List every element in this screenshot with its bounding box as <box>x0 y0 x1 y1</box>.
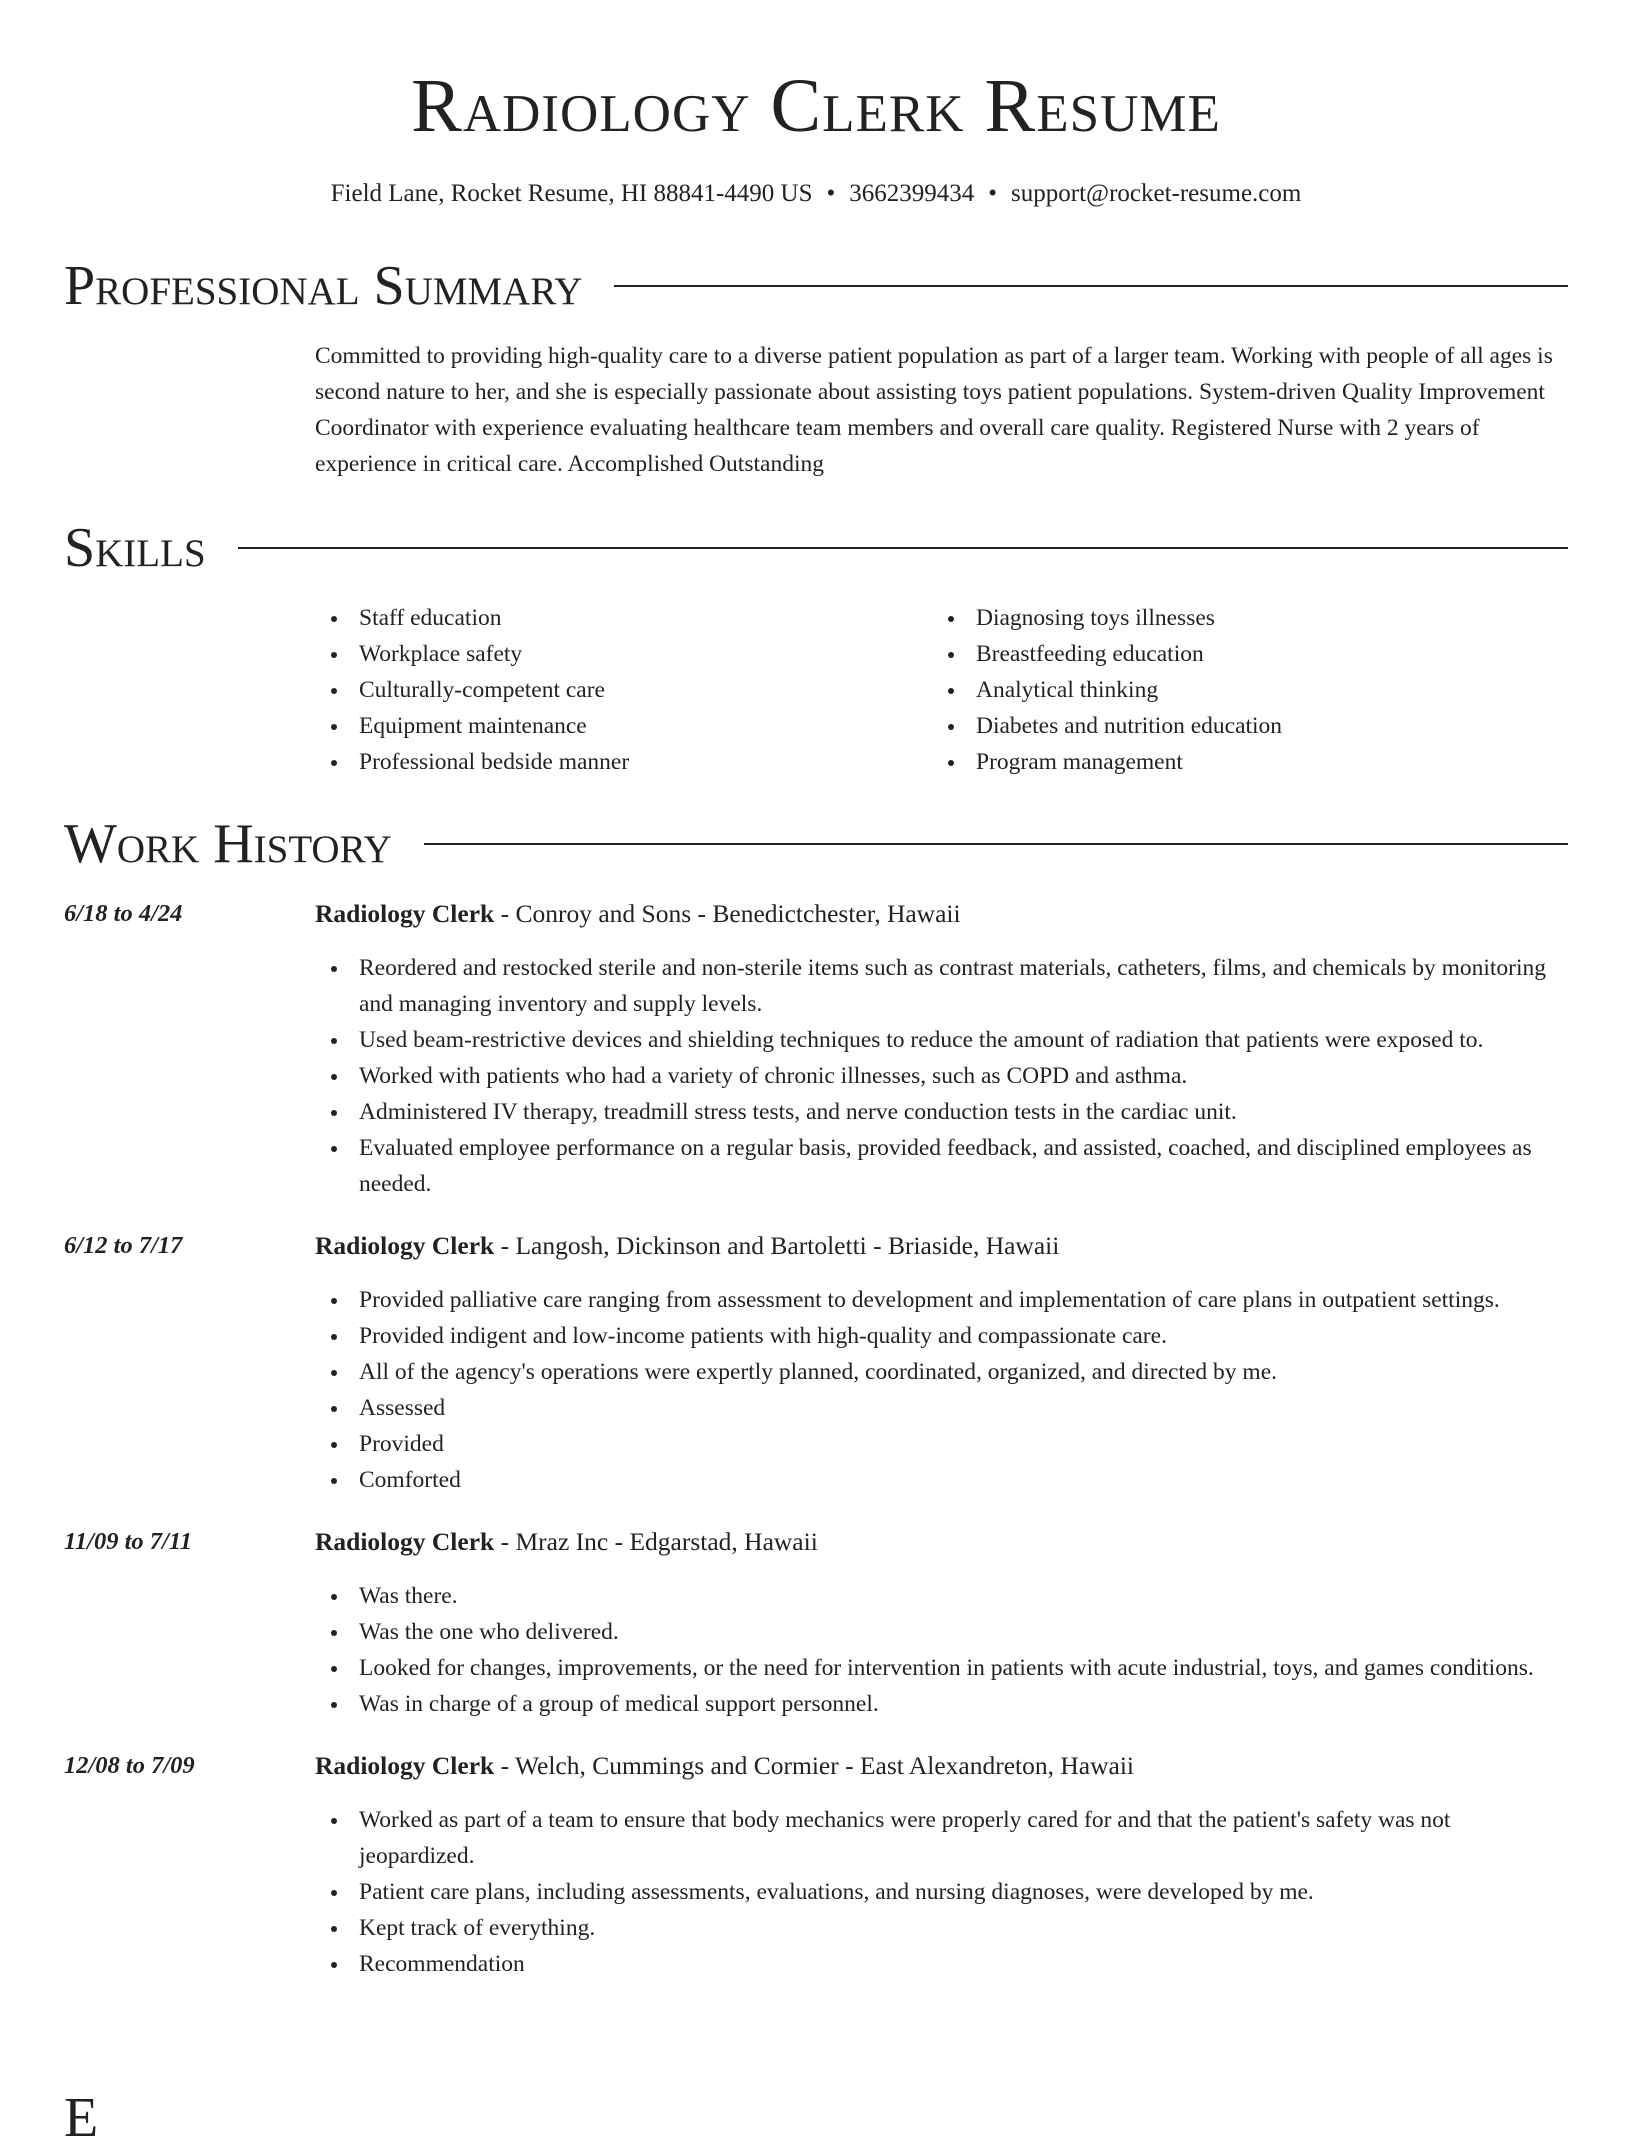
list-item: Culturally-competent care <box>315 672 932 708</box>
summary-text: Committed to providing high-quality care to a diverse patient population as part of a larger team. Working with people of all ages is second nature to her, and she is especially passionate about assisting toys patient populations. System-driven Quality Improvement Coordinator with experience evaluating healthcare team members and overall care quality. Registered Nurse with 2 years of experience in critical care. Accomplished Outstanding <box>315 343 1553 477</box>
list-item: Looked for changes, improvements, or the need for intervention in patients with acute industrial, toys, and games conditions. <box>315 1650 1568 1686</box>
job-title-line <box>315 1748 1568 1784</box>
list-item: Provided <box>315 1426 1568 1462</box>
job-title-line <box>315 1228 1568 1264</box>
list-item: Assessed <box>315 1390 1568 1426</box>
list-item: Equipment maintenance <box>315 708 932 744</box>
job-body <box>315 896 1568 1202</box>
skills-list <box>315 600 1568 780</box>
job-bullets <box>315 1578 1568 1722</box>
list-item: Workplace safety <box>315 636 932 672</box>
list-item: Was in charge of a group of medical support personnel. <box>315 1686 1568 1722</box>
job-role: Radiology Clerk <box>315 1751 495 1780</box>
summary-heading-text: Professional Summary <box>64 255 583 317</box>
job-body <box>315 1524 1568 1722</box>
list-item: Was the one who delivered. <box>315 1614 1568 1650</box>
next-section-heading: E <box>64 2087 99 2149</box>
list-item: Recommendation <box>315 1946 1568 1982</box>
list-item: Worked as part of a team to ensure that body mechanics were properly cared for and that the patient's safety was not jeopardized. <box>315 1802 1568 1874</box>
contact-address: Field Lane, Rocket Resume, HI 88841-4490 US <box>330 180 813 207</box>
job-body <box>315 1748 1568 1982</box>
skills-column-right <box>932 600 1549 780</box>
list-item: Worked with patients who had a variety of chronic illnesses, such as COPD and asthma. <box>315 1058 1568 1094</box>
job-employer: - Langosh, Dickinson and Bartoletti - Briaside, Hawaii <box>494 1231 1060 1260</box>
work-heading-text: Work History <box>64 813 392 875</box>
list-item: Analytical thinking <box>932 672 1549 708</box>
skills-heading <box>64 517 1568 579</box>
list-item: Diabetes and nutrition education <box>932 708 1549 744</box>
list-item: Evaluated employee performance on a regular basis, provided feedback, and assisted, coached, and disciplined employees as needed. <box>315 1130 1568 1202</box>
job-title-line <box>315 896 1568 932</box>
contact-separator: • <box>826 180 836 207</box>
skills-column-left <box>315 600 932 780</box>
contact-line <box>64 180 1568 208</box>
resume-title: Radiology Clerk Resume <box>411 64 1221 148</box>
list-item: Was there. <box>315 1578 1568 1614</box>
job-dates: 11/09 to 7/11 <box>64 1528 192 1555</box>
job-role: Radiology Clerk <box>315 1231 495 1260</box>
list-item: All of the agency's operations were expertly planned, coordinated, organized, and directed by me. <box>315 1354 1568 1390</box>
summary-heading <box>64 255 1568 317</box>
list-item: Reordered and restocked sterile and non-sterile items such as contrast materials, catheters, films, and chemicals by monitoring and managing inventory and supply levels. <box>315 950 1568 1022</box>
list-item: Comforted <box>315 1462 1568 1498</box>
section-rule <box>614 285 1568 287</box>
list-item: Diagnosing toys illnesses <box>932 600 1549 636</box>
work-heading <box>64 813 1568 875</box>
job-bullets <box>315 1802 1568 1982</box>
job-body <box>315 1228 1568 1498</box>
job-dates: 6/12 to 7/17 <box>64 1232 183 1259</box>
skills-heading-text: Skills <box>64 517 206 579</box>
list-item: Patient care plans, including assessments, evaluations, and nursing diagnoses, were developed by me. <box>315 1874 1568 1910</box>
job-bullets <box>315 1282 1568 1498</box>
job-dates: 6/18 to 4/24 <box>64 900 183 927</box>
list-item: Administered IV therapy, treadmill stress tests, and nerve conduction tests in the cardiac unit. <box>315 1094 1568 1130</box>
contact-email: support@rocket-resume.com <box>1011 180 1302 207</box>
list-item: Kept track of everything. <box>315 1910 1568 1946</box>
list-item: Provided palliative care ranging from assessment to development and implementation of care plans in outpatient settings. <box>315 1282 1568 1318</box>
contact-separator: • <box>988 180 998 207</box>
job-employer: - Welch, Cummings and Cormier - East Alexandreton, Hawaii <box>494 1751 1135 1780</box>
job-bullets <box>315 950 1568 1202</box>
job-employer: - Conroy and Sons - Benedictchester, Hawaii <box>494 899 961 928</box>
job-role: Radiology Clerk <box>315 1527 495 1556</box>
list-item: Program management <box>932 744 1549 780</box>
job-role: Radiology Clerk <box>315 899 495 928</box>
job-title-line <box>315 1524 1568 1560</box>
job-employer: - Mraz Inc - Edgarstad, Hawaii <box>494 1527 818 1556</box>
list-item: Staff education <box>315 600 932 636</box>
contact-phone: 3662399434 <box>849 180 975 207</box>
job-entry <box>64 896 1568 1202</box>
section-rule <box>424 843 1568 845</box>
list-item: Breastfeeding education <box>932 636 1549 672</box>
list-item: Used beam-restrictive devices and shielding techniques to reduce the amount of radiation that patients were exposed to. <box>315 1022 1568 1058</box>
resume-page <box>64 0 1568 1982</box>
job-entry <box>64 1748 1568 1982</box>
section-rule <box>238 547 1568 549</box>
work-history-list <box>64 896 1568 1982</box>
job-dates: 12/08 to 7/09 <box>64 1752 195 1779</box>
list-item: Provided indigent and low-income patients with high-quality and compassionate care. <box>315 1318 1568 1354</box>
list-item: Professional bedside manner <box>315 744 932 780</box>
job-entry <box>64 1524 1568 1722</box>
job-entry <box>64 1228 1568 1498</box>
